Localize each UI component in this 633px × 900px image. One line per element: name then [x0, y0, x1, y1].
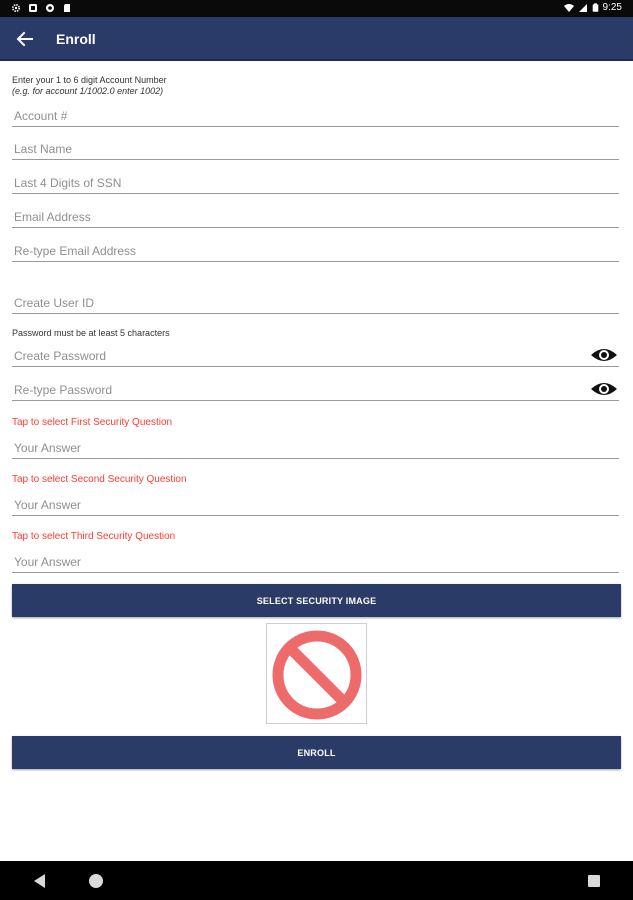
eye-icon[interactable] — [589, 344, 619, 366]
email-confirm-field — [12, 232, 619, 262]
second-answer-field — [12, 486, 619, 516]
recents-square-icon[interactable] — [584, 871, 604, 891]
first-answer-field — [12, 429, 619, 459]
security-image-preview[interactable] — [266, 623, 367, 724]
user-id-field — [12, 284, 619, 314]
status-time: 9:25 — [602, 2, 622, 13]
notification-icon — [28, 3, 38, 13]
last-name-field — [12, 130, 619, 160]
account-number-input[interactable] — [14, 109, 584, 123]
back-triangle-icon[interactable] — [30, 871, 50, 891]
system-nav-bar — [0, 861, 633, 900]
third-security-question-selector[interactable]: Tap to select Third Security Question — [12, 531, 176, 542]
ssn-field — [12, 164, 619, 194]
email-input[interactable] — [14, 210, 584, 224]
sync-icon — [45, 3, 55, 13]
password-hint: Password must be at least 5 characters — [12, 328, 170, 338]
status-right-icons — [564, 2, 622, 13]
third-answer-input[interactable] — [14, 555, 584, 569]
password-confirm-input[interactable] — [14, 383, 584, 397]
password-input[interactable] — [14, 349, 584, 363]
third-answer-field — [12, 543, 619, 573]
select-security-image-button[interactable]: SELECT SECURITY IMAGE — [12, 584, 621, 617]
no-entry-icon — [267, 624, 366, 723]
status-bar — [0, 0, 633, 17]
email-confirm-input[interactable] — [14, 244, 584, 258]
battery-icon — [592, 2, 599, 13]
app-bar — [0, 17, 633, 61]
email-field — [12, 198, 619, 228]
first-security-question-selector[interactable]: Tap to select First Security Question — [12, 417, 173, 428]
wifi-icon — [564, 3, 574, 13]
page-title: Enroll — [56, 31, 96, 47]
cell-signal-icon — [578, 3, 588, 13]
back-arrow-icon[interactable] — [14, 29, 36, 49]
account-hint-text: Enter your 1 to 6 digit Account Number — [12, 75, 167, 85]
eye-icon[interactable] — [589, 378, 619, 400]
password-field — [12, 337, 619, 367]
account-hint-example: (e.g. for account 1/1002.0 enter 1002) — [12, 86, 164, 96]
last-name-input[interactable] — [14, 142, 584, 156]
enroll-button[interactable]: ENROLL — [12, 736, 621, 769]
second-answer-input[interactable] — [14, 498, 584, 512]
password-confirm-field — [12, 371, 619, 401]
user-id-input[interactable] — [14, 296, 584, 310]
settings-icon — [11, 3, 21, 13]
account-number-hint — [12, 75, 167, 97]
home-circle-icon[interactable] — [86, 871, 106, 891]
sd-card-icon — [62, 3, 72, 13]
ssn-input[interactable] — [14, 176, 584, 190]
status-left-icons — [11, 3, 72, 13]
account-number-field — [12, 97, 619, 127]
second-security-question-selector[interactable]: Tap to select Second Security Question — [12, 474, 187, 485]
first-answer-input[interactable] — [14, 441, 584, 455]
